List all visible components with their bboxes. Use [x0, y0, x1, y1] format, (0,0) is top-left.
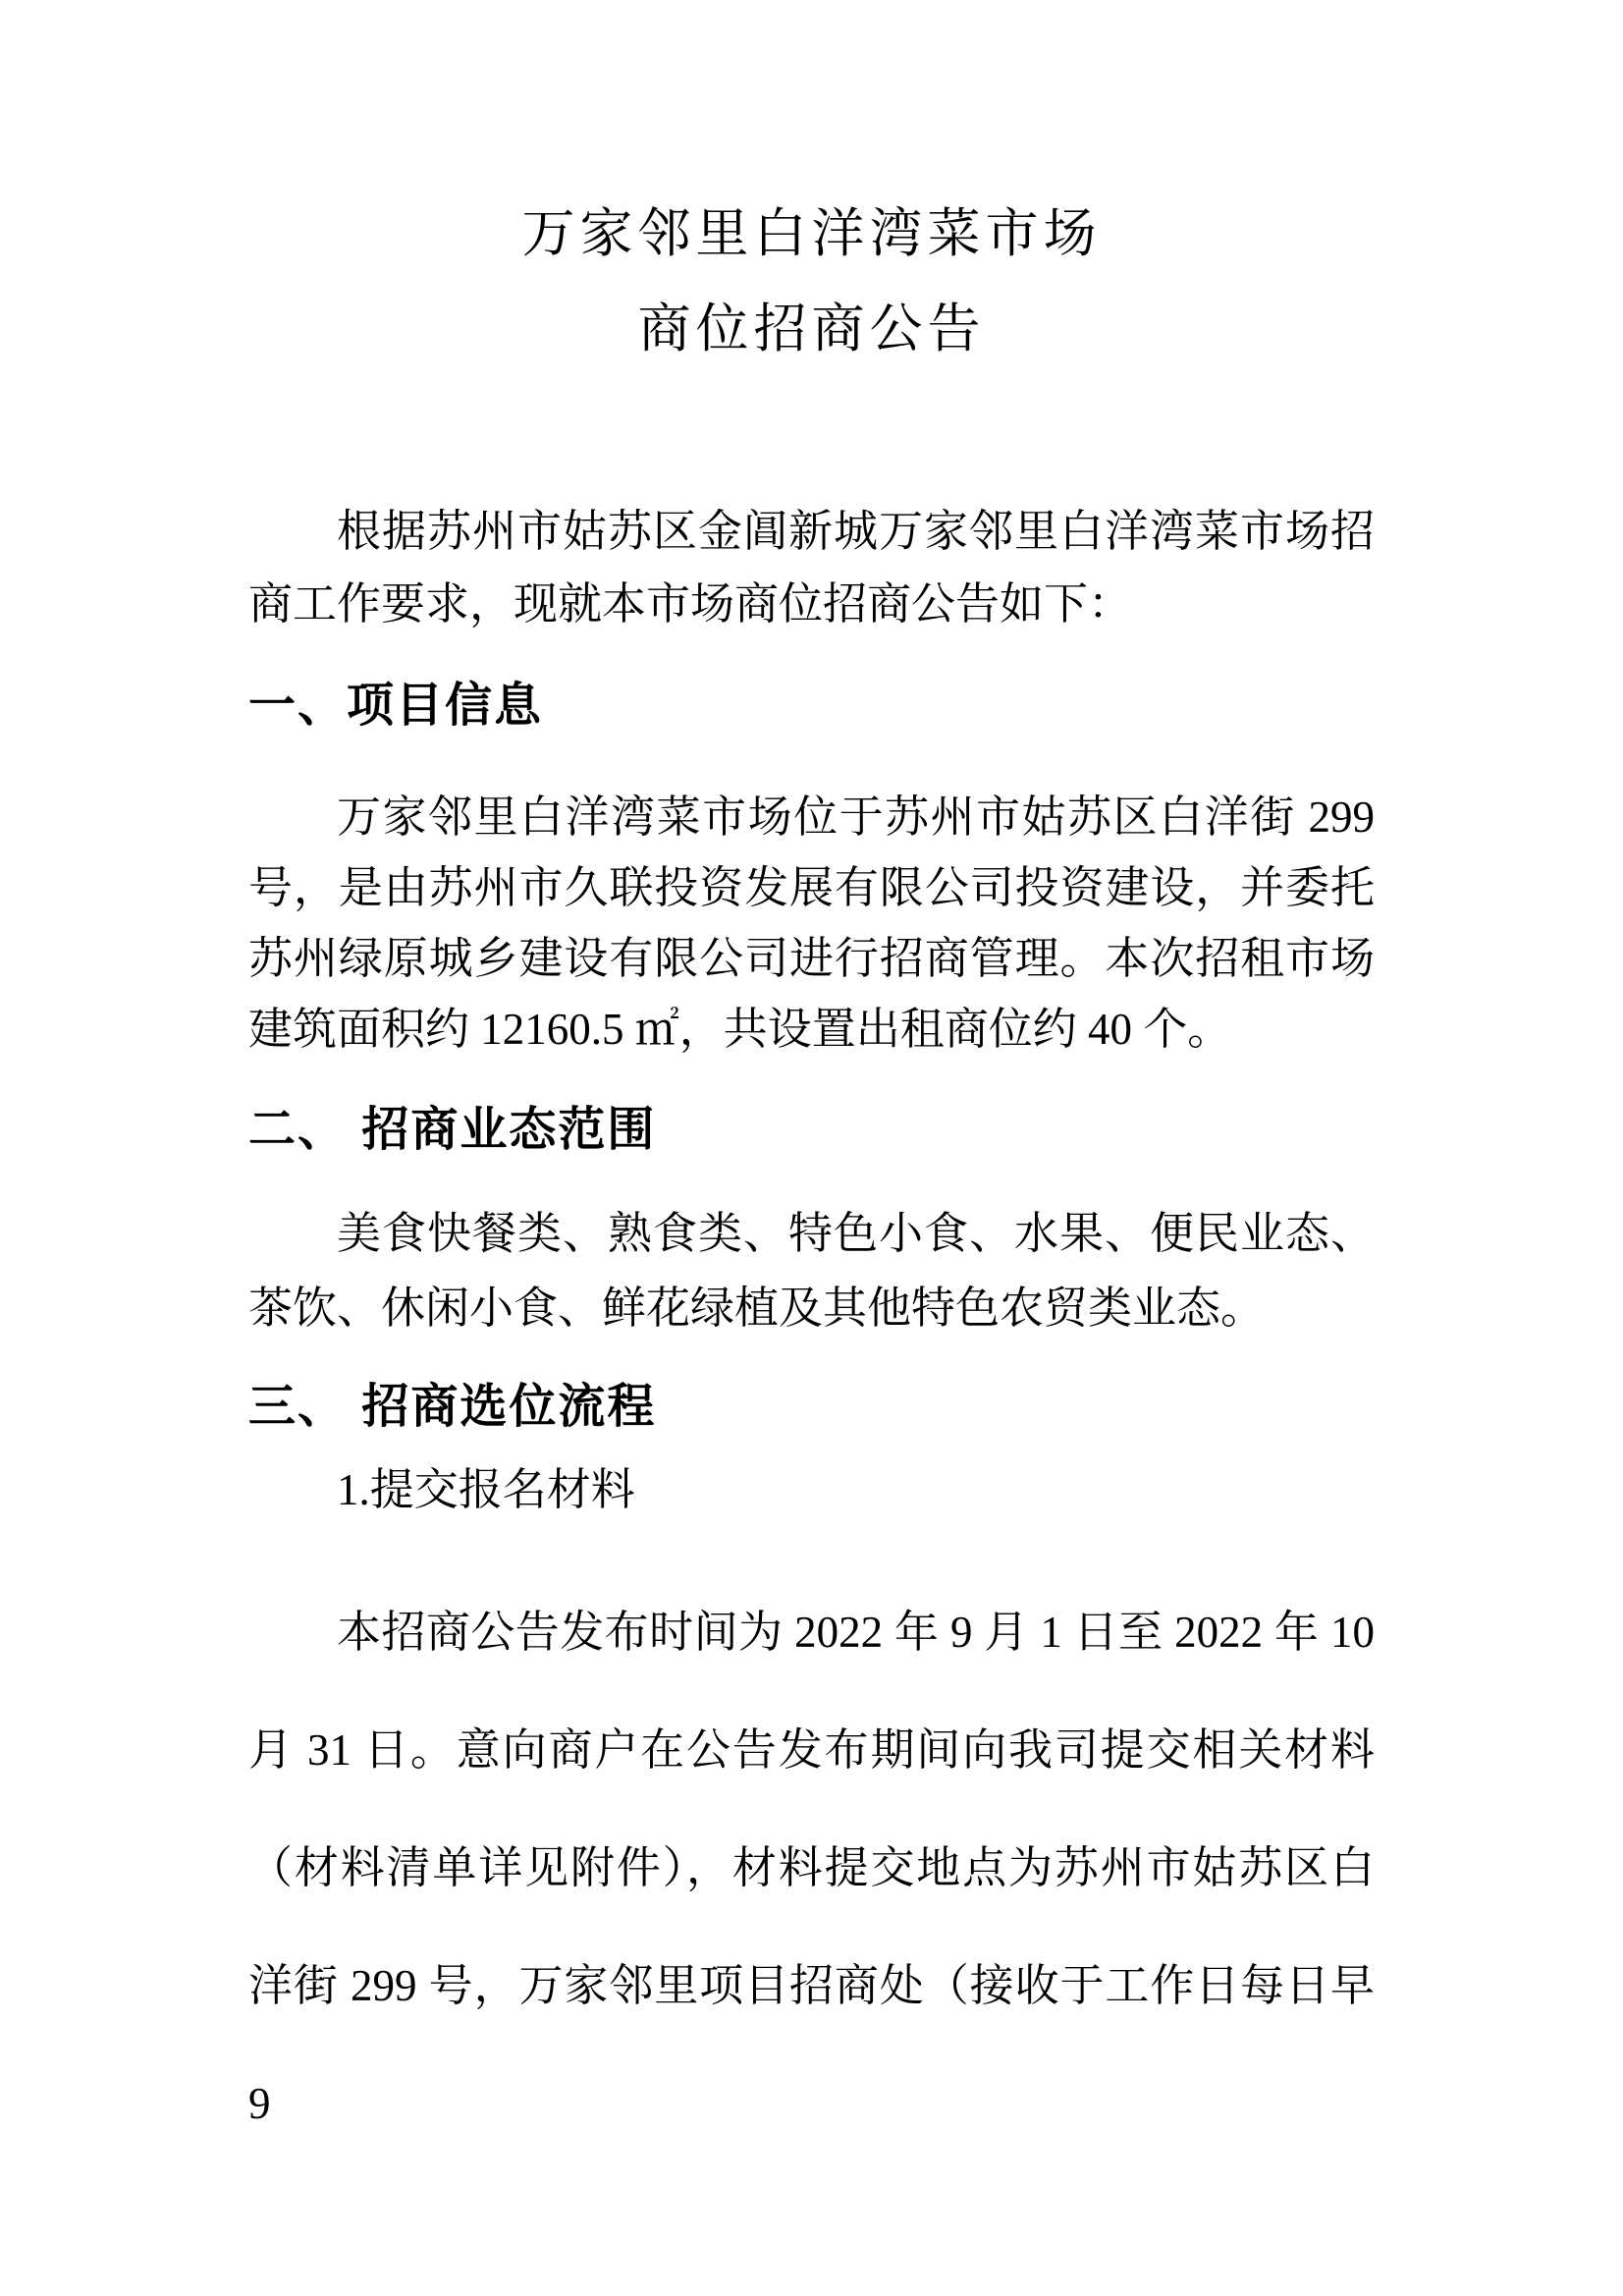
text-line: 万家邻里白洋湾菜市场位于苏州市姑苏区白洋街 299: [337, 793, 1375, 842]
text-line: 月 31 日。意向商户在公告发布期间向我司提交相关材料: [248, 1725, 1375, 1775]
section-heading-process: 三、 招商选位流程: [248, 1381, 657, 1433]
intro-paragraph: [248, 495, 1375, 640]
section-heading-project-info: 一、项目信息: [248, 680, 544, 732]
text-line: 苏州绿原城乡建设有限公司进行招商管理。本次招租市场: [248, 934, 1375, 983]
text-line: 茶饮、休闲小食、鲜花绿植及其他特色农贸类业态。: [248, 1284, 1266, 1333]
text-line: 号，是由苏州市久联投资发展有限公司投资建设，并委托: [248, 863, 1375, 912]
section-heading-business-scope: 二、 招商业态范围: [248, 1104, 657, 1156]
project-info-paragraph: [248, 782, 1375, 1065]
process-step-1-label: 1.提交报名材料: [337, 1465, 635, 1514]
title-line-1: 万家邻里白洋湾菜市场: [521, 204, 1102, 263]
text-line: 洋街 299 号，万家邻里项目招商处（接收于工作日每日早 9: [248, 1961, 1375, 2128]
process-paragraph: [248, 1573, 1375, 2162]
text-line: 本招商公告发布时间为 2022 年 9 月 1 日至 2022 年 10: [337, 1608, 1375, 1657]
text-line: 商工作要求，现就本市场商位招商公告如下：: [248, 579, 1133, 629]
text-line: （材料清单详见附件），材料提交地点为苏州市姑苏区白: [248, 1843, 1375, 1892]
text-line: 根据苏州市姑苏区金阊新城万家邻里白洋湾菜市场招: [337, 507, 1375, 556]
business-scope-paragraph: [248, 1196, 1375, 1345]
document-title: [248, 187, 1375, 377]
text-line: 美食快餐类、熟食类、特色小食、水果、便民业态、: [337, 1209, 1375, 1258]
text-line: 建筑面积约 12160.5 ㎡，共设置出租商位约 40 个。: [248, 1005, 1232, 1054]
title-line-2: 商位招商公告: [637, 300, 986, 358]
